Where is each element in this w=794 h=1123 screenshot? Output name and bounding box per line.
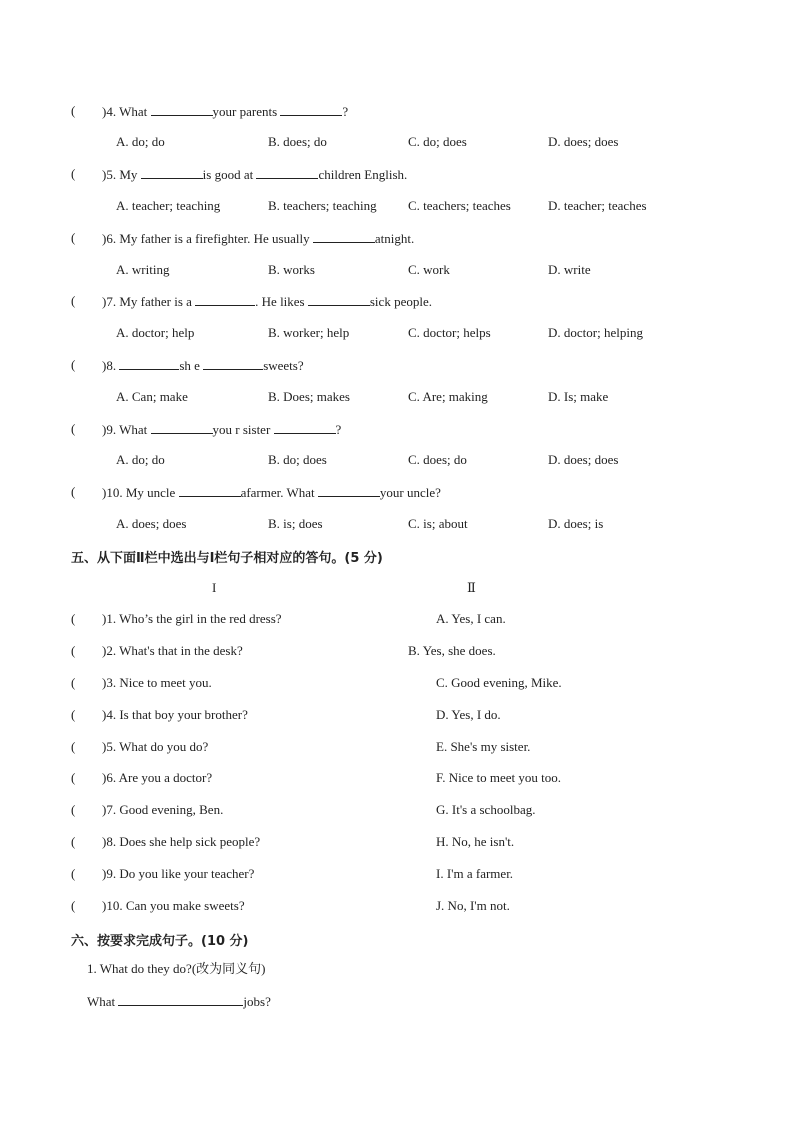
answer-paren[interactable]: ( [71,484,76,499]
option-b: B. do; does [268,452,327,467]
section-5-heading: 五、从下面Ⅱ栏中选出与Ⅰ栏句子相对应的答句。(5 分) [71,551,383,566]
blank[interactable] [203,356,263,370]
match-question: )2. What's that in the desk? [102,643,243,658]
column-2-header: Ⅱ [467,580,476,595]
option-d: D. Is; make [548,389,609,404]
answer-paren[interactable]: ( [71,739,76,754]
option-c: C. work [408,262,450,277]
answer-paren[interactable]: ( [71,898,76,913]
match-question: )3. Nice to meet you. [102,675,212,690]
answer-paren[interactable]: ( [71,770,76,785]
match-question: )5. What do you do? [102,739,209,754]
answer-paren[interactable]: ( [71,643,76,658]
blank[interactable] [151,420,213,434]
match-answer: B. Yes, she does. [408,643,496,658]
option-b: B. teachers; teaching [268,198,377,213]
answer-paren[interactable]: ( [71,611,76,626]
option-c: C. doctor; helps [408,325,491,340]
option-a: A. doctor; help [116,325,195,340]
rewrite-answer-line: What jobs? [87,994,271,1009]
match-question: )10. Can you make sweets? [102,898,245,913]
match-answer: D. Yes, I do. [436,707,501,722]
option-c: C. Are; making [408,389,488,404]
match-question: )7. Good evening, Ben. [102,802,224,817]
option-a: A. does; does [116,516,187,531]
blank[interactable] [274,420,336,434]
column-1-header: I [212,580,217,595]
answer-paren[interactable]: ( [71,866,76,881]
blank[interactable] [118,992,243,1006]
option-a: A. writing [116,262,170,277]
section-6-heading: 六、按要求完成句子。(10 分) [71,934,249,949]
option-a: A. Can; make [116,389,188,404]
answer-paren[interactable]: ( [71,707,76,722]
option-a: A. do; do [116,452,165,467]
option-d: D. does; does [548,452,619,467]
option-d: D. does; does [548,134,619,149]
blank[interactable] [318,483,380,497]
option-c: C. is; about [408,516,468,531]
match-question: )9. Do you like your teacher? [102,866,255,881]
match-question: )8. Does she help sick people? [102,834,261,849]
option-d: D. teacher; teaches [548,198,647,213]
match-answer: G. It's a schoolbag. [436,802,536,817]
match-answer: C. Good evening, Mike. [436,675,562,690]
match-answer: I. I'm a farmer. [436,866,514,881]
rewrite-question-1: 1. What do they do?(改为同义句) [87,961,266,976]
answer-paren[interactable]: ( [71,103,76,118]
blank[interactable] [308,292,370,306]
match-question: )4. Is that boy your brother? [102,707,248,722]
blank[interactable] [119,356,179,370]
option-d: D. does; is [548,516,604,531]
match-answer: H. No, he isn't. [436,834,515,849]
blank[interactable] [195,292,255,306]
option-c: C. do; does [408,134,467,149]
option-b: B. worker; help [268,325,350,340]
answer-paren[interactable]: ( [71,357,76,372]
answer-paren[interactable]: ( [71,675,76,690]
q-number: 4. [106,104,117,119]
answer-paren[interactable]: ( [71,166,76,181]
blank[interactable] [151,102,213,116]
option-a: A. do; do [116,134,165,149]
answer-paren[interactable]: ( [71,293,76,308]
option-c: C. does; do [408,452,467,467]
blank[interactable] [313,229,375,243]
match-answer: F. Nice to meet you too. [436,770,561,785]
blank[interactable] [280,102,342,116]
answer-paren[interactable]: ( [71,421,76,436]
option-b: B. does; do [268,134,327,149]
option-b: B. Does; makes [268,389,350,404]
option-c: C. teachers; teaches [408,198,511,213]
option-b: B. is; does [268,516,323,531]
match-question: )1. Who’s the girl in the red dress? [102,611,282,626]
match-answer: A. Yes, I can. [436,611,506,626]
answer-paren[interactable]: ( [71,834,76,849]
blank[interactable] [179,483,241,497]
option-a: A. teacher; teaching [116,198,221,213]
blank[interactable] [141,165,203,179]
blank[interactable] [256,165,318,179]
match-question: )6. Are you a doctor? [102,770,213,785]
option-b: B. works [268,262,315,277]
match-answer: J. No, I'm not. [436,898,510,913]
match-answer: E. She's my sister. [436,739,531,754]
answer-paren[interactable]: ( [71,230,76,245]
answer-paren[interactable]: ( [71,802,76,817]
option-d: D. write [548,262,591,277]
option-d: D. doctor; helping [548,325,643,340]
